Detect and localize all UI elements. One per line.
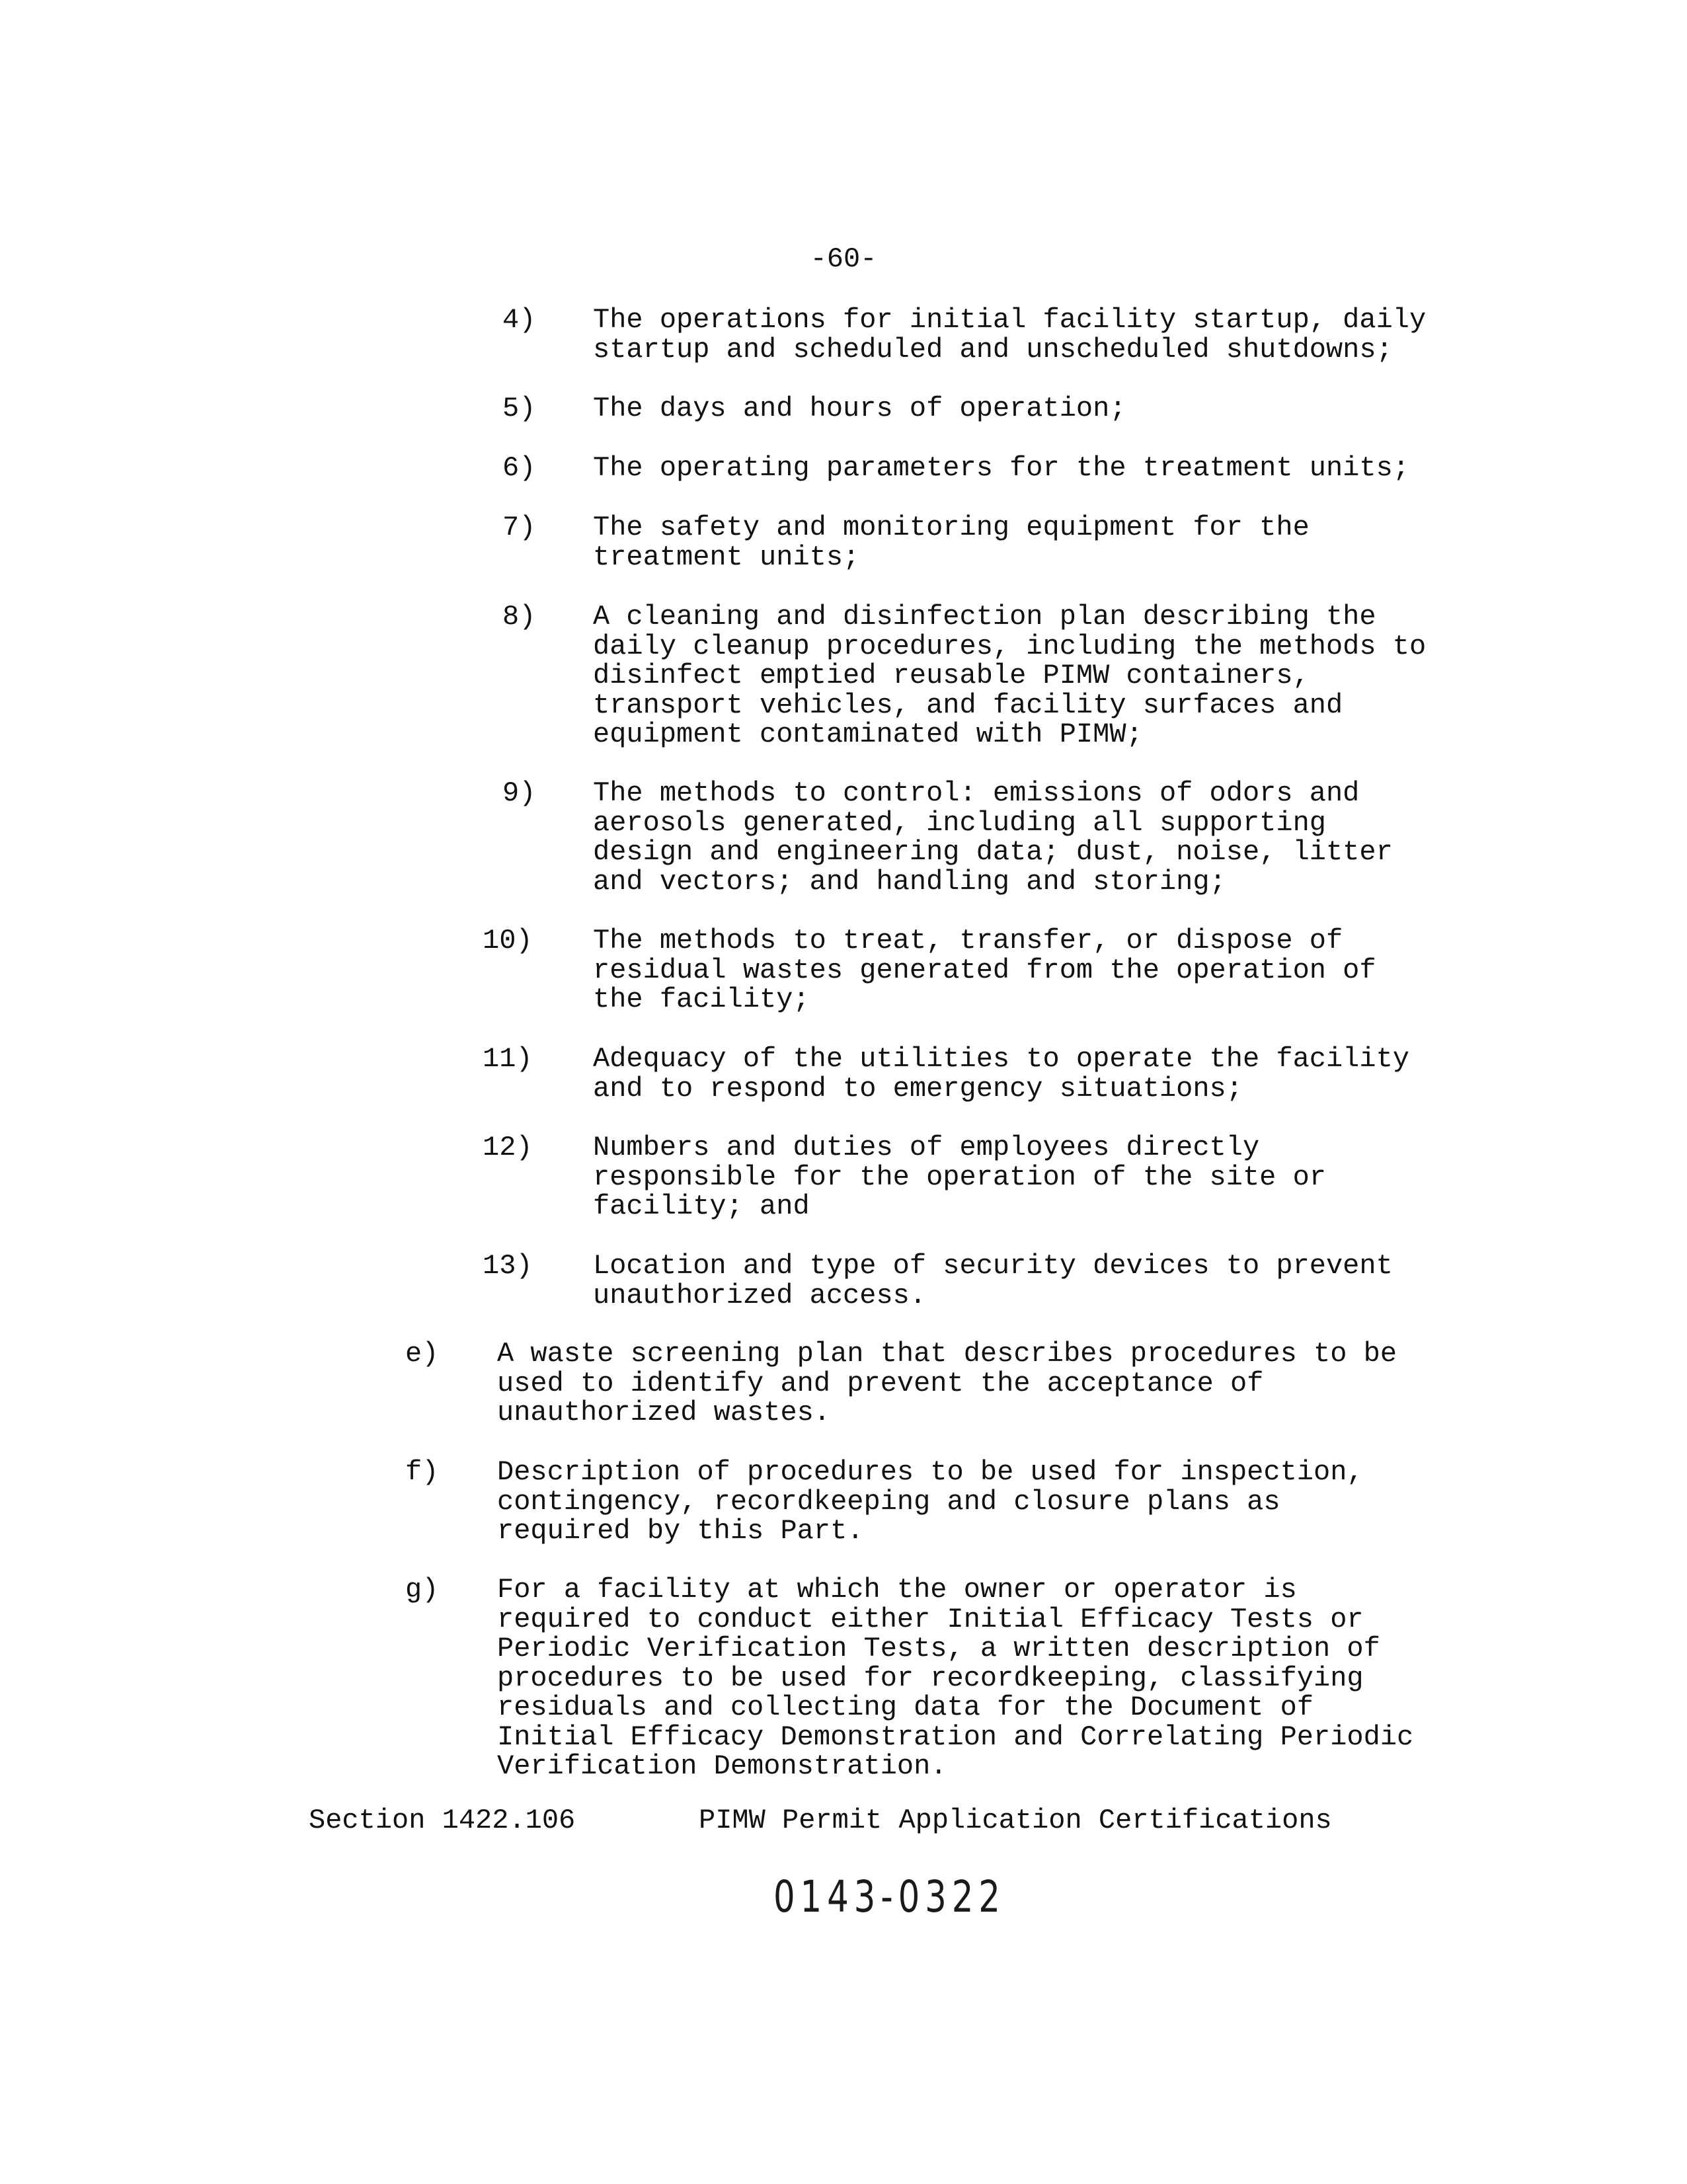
item-text-line: The days and hours of operation; — [593, 393, 1126, 424]
item-number: 7) — [502, 512, 536, 543]
item-text-line: Initial Efficacy Demonstration and Correlating Periodic — [497, 1721, 1414, 1753]
item-number: 6) — [502, 452, 536, 484]
item-text-line: The operating parameters for the treatment units; — [593, 452, 1410, 484]
item-number: 9) — [502, 777, 536, 809]
item-text-line: Adequacy of the utilities to operate the facility — [593, 1043, 1410, 1075]
item-text-line: treatment units; — [593, 541, 860, 573]
item-letter: e) — [405, 1338, 439, 1370]
item-letter: f) — [405, 1456, 439, 1488]
item-text-line: Periodic Verification Tests, a written description of — [497, 1633, 1380, 1664]
item-text-line: A waste screening plan that describes procedures to be — [497, 1338, 1397, 1370]
item-number: 10) — [483, 925, 533, 956]
item-text-line: residuals and collecting data for the Document of — [497, 1692, 1314, 1723]
item-text-line: The safety and monitoring equipment for the — [593, 512, 1310, 543]
item-text-line: Numbers and duties of employees directly — [593, 1132, 1260, 1163]
item-number: 13) — [483, 1250, 533, 1282]
item-letter: g) — [405, 1574, 439, 1606]
item-text-line: procedures to be used for recordkeeping, classifying — [497, 1662, 1364, 1694]
item-text-line: disinfect emptied reusable PIMW containers, — [593, 660, 1310, 691]
item-text-line: residual wastes generated from the operation of — [593, 954, 1376, 986]
item-text-line: facility; and — [593, 1190, 810, 1222]
document-code: 0143-0322 — [773, 1871, 1005, 1922]
item-text-line: unauthorized access. — [593, 1279, 927, 1311]
item-text-line: A cleaning and disinfection plan describing the — [593, 601, 1376, 633]
page-number: -60- — [810, 243, 877, 275]
item-text-line: contingency, recordkeeping and closure plans as — [497, 1485, 1280, 1518]
item-text-line: Location and type of security devices to prevent — [593, 1250, 1393, 1282]
item-text-line: the facility; — [593, 984, 810, 1015]
item-number: 8) — [502, 601, 536, 633]
item-text-line: and vectors; and handling and storing; — [593, 865, 1226, 898]
item-text-line: startup and scheduled and unscheduled shutdowns; — [593, 333, 1393, 366]
item-text-line: required to conduct either Initial Efficacy Tests or — [497, 1603, 1364, 1635]
item-number: 11) — [483, 1043, 533, 1075]
item-text-line: The methods to control: emissions of odors and — [593, 777, 1360, 809]
item-text-line: required by this Part. — [497, 1515, 864, 1547]
item-text-line: daily cleanup procedures, including the methods to — [593, 630, 1427, 662]
item-number: 4) — [502, 304, 536, 336]
item-text-line: aerosols generated, including all supporting — [593, 806, 1326, 839]
item-text-line: design and engineering data; dust, noise, litter — [593, 836, 1393, 868]
item-text-line: responsible for the operation of the site or — [593, 1161, 1326, 1193]
item-text-line: used to identify and prevent the acceptance of — [497, 1367, 1264, 1399]
item-text-line: unauthorized wastes. — [497, 1397, 831, 1428]
section-title: PIMW Permit Application Certifications — [699, 1805, 1332, 1836]
item-text-line: transport vehicles, and facility surfaces and — [593, 689, 1343, 721]
item-text-line: equipment contaminated with PIMW; — [593, 719, 1143, 750]
section-number: Section 1422.106 — [309, 1805, 576, 1836]
item-number: 12) — [483, 1132, 533, 1163]
item-text-line: Description of procedures to be used for inspection, — [497, 1456, 1364, 1488]
item-number: 5) — [502, 393, 536, 424]
item-text-line: The methods to treat, transfer, or dispose of — [593, 925, 1343, 956]
item-text-line: For a facility at which the owner or operator is — [497, 1574, 1297, 1606]
item-text-line: and to respond to emergency situations; — [593, 1072, 1243, 1105]
item-text-line: Verification Demonstration. — [497, 1750, 947, 1782]
item-text-line: The operations for initial facility startup, daily — [593, 304, 1427, 336]
